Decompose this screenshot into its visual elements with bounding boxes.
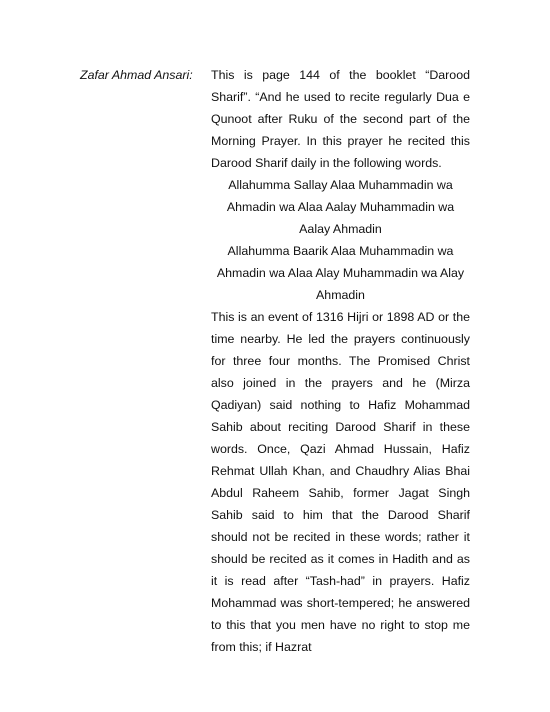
darood-verse-2: Allahumma Baarik Alaa Muhammadin wa Ahmadin wa Alaa Alay Muhammadin wa Alay Ahmadin [216, 244, 465, 302]
body-paragraph-intro: This is page 144 of the booklet “Darood Sharif”. “And he used to recite regularly Dua e Qunoot after Ruku of the second part of the Morning Prayer. In this prayer he recited this Darood Sharif daily in the following words. [211, 68, 470, 170]
body-paragraph-event: This is an event of 1316 Hijri or 1898 AD or the time nearby. He led the prayers continuously for three four months. The Promised Christ also joined in the prayers and he (Mirza Qadiyan) said nothing to Hafiz Mohammad Sahib about reciting Darood Sharif in these words. Once, Qazi Ahmad Hussain, Hafiz Rehmat Ullah Khan, and Chaudhry Alias Bhai Abdul Raheem Sahib, former Jagat Singh Sahib said to him that the Darood Sharif should not be recited in these words; rather it should be recited as it comes in Hadith and as it is read after “Tash-had” in prayers. Hafiz Mohammad was short-tempered; he answered to this that you men have no right to stop me from this; if Hazrat [211, 310, 470, 654]
body-text-column [211, 64, 470, 658]
darood-verse-1: Allahumma Sallay Alaa Muhammadin wa Ahmadin wa Alaa Aalay Muhammadin wa Aalay Ahmadin [226, 178, 455, 236]
speaker-label: Zafar Ahmad Ansari: [80, 68, 193, 82]
